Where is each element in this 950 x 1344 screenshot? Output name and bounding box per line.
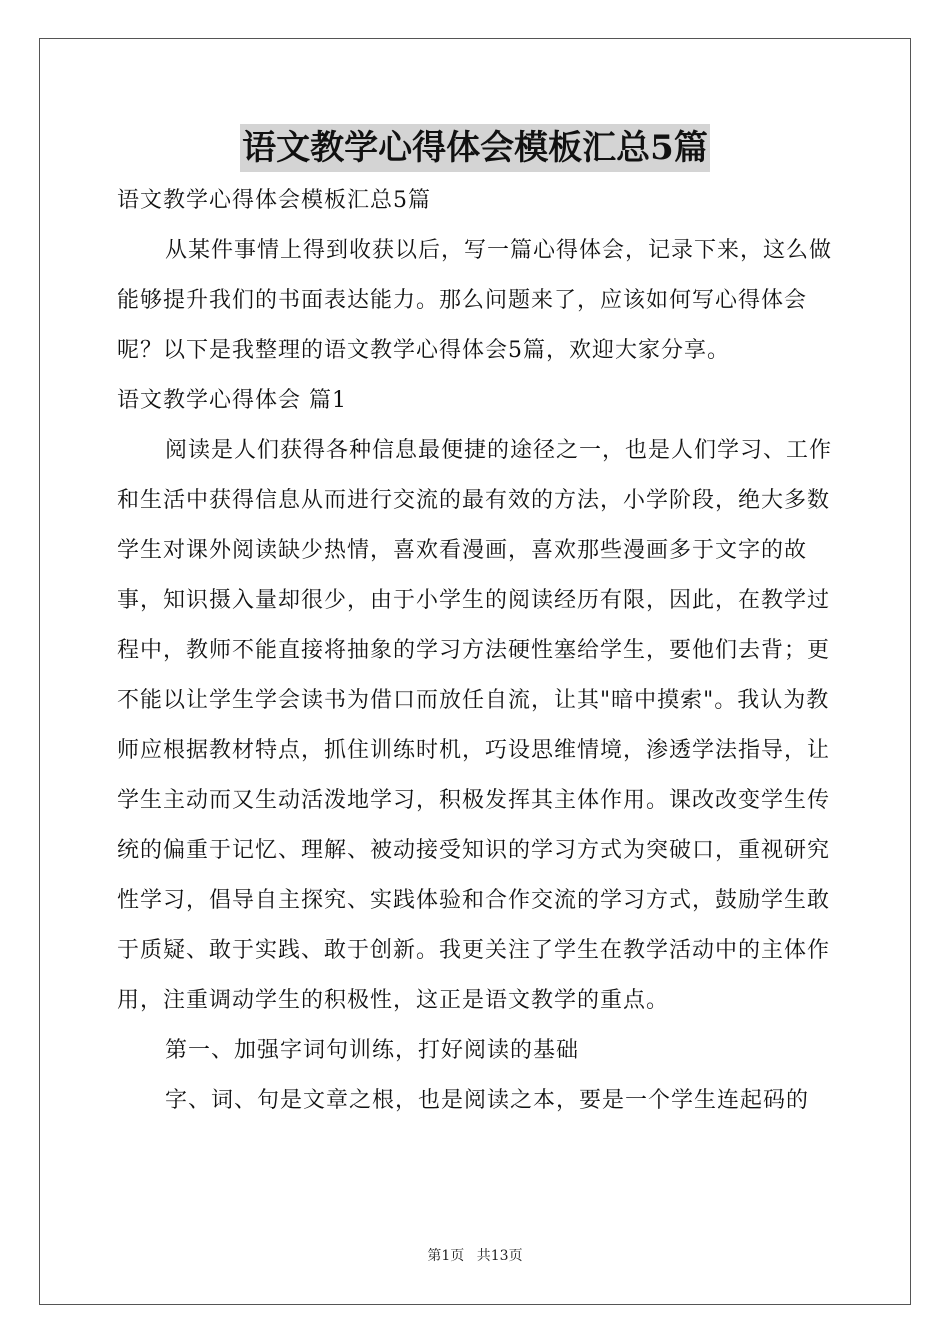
page-number: 第1页 xyxy=(427,1248,465,1264)
document-body xyxy=(117,176,837,1126)
intro-paragraph: 从某件事情上得到收获以后，写一篇心得体会，记录下来，这么做能够提升我们的书面表达能力。那么问题来了，应该如何写心得体会呢？以下是我整理的语文教学心得体会5篇，欢迎大家分享。 xyxy=(117,238,833,363)
point-heading: 第一、加强字词句训练，打好阅读的基础 xyxy=(165,1038,580,1063)
page-total: 共13页 xyxy=(476,1248,523,1264)
section-heading: 语文教学心得体会 篇1 xyxy=(117,388,347,413)
document-title: 语文教学心得体会模板汇总5篇 xyxy=(240,124,710,172)
title-container xyxy=(0,124,950,172)
document-subtitle: 语文教学心得体会模板汇总5篇 xyxy=(117,188,431,213)
section-paragraph: 阅读是人们获得各种信息最便捷的途径之一，也是人们学习、工作和生活中获得信息从而进行交流的最有效的方法，小学阶段，绝大多数学生对课外阅读缺少热情，喜欢看漫画，喜欢那些漫画多于文字的故事，知识摄入量却很少，由于小学生的阅读经历有限，因此，在教学过程中，教师不能直接将抽象的学习方法硬性塞给学生，要他们去背；更不能以让学生学会读书为借口而放任自流，让其"暗中摸索"。我认为教师应根据教材特点，抓住训练时机，巧设思维情境，渗透学法指导，让学生主动而又生动活泼地学习，积极发挥其主体作用。课改改变学生传统的偏重于记忆、理解、被动接受知识的学习方式为突破口，重视研究性学习，倡导自主探究、实践体验和合作交流的学习方式，鼓励学生敢于质疑、敢于实践、敢于创新。我更关注了学生在教学活动中的主体作用，注重调动学生的积极性，这正是语文教学的重点。 xyxy=(117,438,833,1013)
point-paragraph: 字、词、句是文章之根，也是阅读之本，要是一个学生连起码的 xyxy=(165,1088,810,1113)
page-footer xyxy=(0,1245,950,1265)
